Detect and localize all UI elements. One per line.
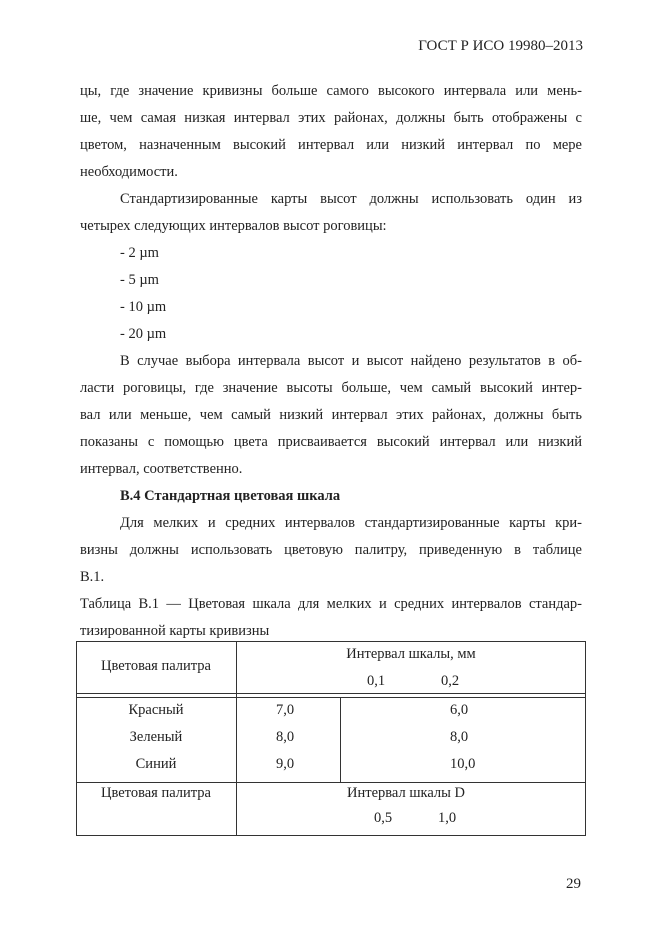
text-line: вал или меньше, чем самый низкий интервал этих районах, должны быть [80, 407, 582, 423]
list-item: - 10 µm [120, 299, 167, 315]
text-line: необходимости. [80, 164, 178, 180]
table-col-divider [236, 641, 237, 836]
table-cell: 6,0 [450, 702, 469, 718]
text-line: B.1. [80, 569, 105, 585]
table-header-palette: Цветовая палитра [101, 785, 211, 801]
list-item: - 2 µm [120, 245, 159, 261]
section-heading-text: B.4 Стандартная цветовая шкала [120, 488, 341, 504]
table-cell: 9,0 [276, 756, 295, 772]
interval-value: 0,1 [366, 673, 386, 689]
list-item: - 20 µm [120, 326, 167, 342]
text-line: визны должны использовать цветовую палитру, приведенную в таблице [80, 542, 582, 558]
table-caption: Таблица B.1 — Цветовая шкала для мелких и средних интервалов стандар- [80, 596, 582, 612]
text-line: цветом, назначенным высокий интервал или низкий интервал по мере [80, 137, 582, 153]
table-cell: 10,0 [450, 756, 476, 772]
palette-name: Красный [128, 702, 184, 718]
text-line: Стандартизированные карты высот должны использовать один из [120, 191, 582, 207]
interval-value: 0,5 [373, 810, 393, 826]
table-header-rule [76, 693, 586, 694]
page-number: 29 [566, 876, 581, 892]
text-line: ласти роговицы, где значение высоты больше, чем самый высокий интер- [80, 380, 582, 396]
interval-value: 1,0 [437, 810, 457, 826]
table-header-interval: Интервал шкалы D [347, 785, 465, 801]
table-cell: 7,0 [276, 702, 295, 718]
text-line: интервал, соответственно. [80, 461, 243, 477]
table-row-rule [76, 782, 586, 783]
table-caption-cont: тизированной карты кривизны [80, 623, 270, 639]
table-header-rule [76, 697, 586, 698]
interval-value: 0,2 [440, 673, 460, 689]
table-header-interval: Интервал шкалы, мм [346, 646, 476, 662]
running-header: ГОСТ Р ИСО 19980–2013 [418, 38, 583, 54]
text-line: Для мелких и средних интервалов стандартизированные карты кри- [120, 515, 582, 531]
section-heading [80, 483, 582, 510]
palette-name: Зеленый [129, 729, 183, 745]
body-text [80, 78, 582, 645]
text-line: показаны с помощью цвета присваивается высокий интервал или низкий [80, 434, 582, 450]
table-col-divider [340, 697, 341, 782]
palette-name: Синий [135, 756, 177, 772]
table-header-palette: Цветовая палитра [101, 658, 211, 674]
text-line: четырех следующих интервалов высот роговицы: [80, 218, 387, 234]
table-cell: 8,0 [276, 729, 295, 745]
text-line: В случае выбора интервала высот и высот найдено результатов в об- [120, 353, 582, 369]
list-item: - 5 µm [120, 272, 159, 288]
color-scale-table [76, 641, 586, 836]
text-line: ше, чем самая низкая интервал этих районах, должны быть отображены с [80, 110, 582, 126]
text-line: цы, где значение кривизны больше самого высокого интервала или мень- [80, 83, 582, 99]
table-cell: 8,0 [450, 729, 469, 745]
